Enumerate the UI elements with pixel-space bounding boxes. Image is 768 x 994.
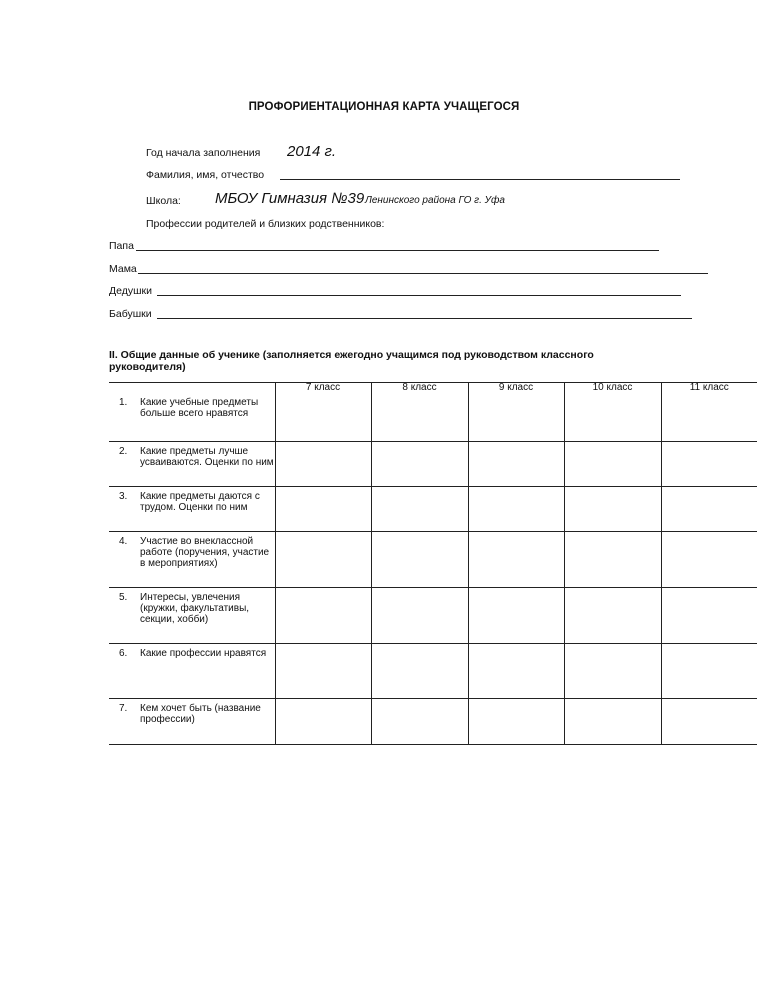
column-header-8: 8 класс	[371, 383, 468, 394]
row-number: 7.	[109, 698, 139, 744]
table-cell[interactable]	[371, 393, 468, 441]
table-cell[interactable]	[564, 698, 661, 744]
table-cell[interactable]	[468, 531, 564, 587]
relative-label-grandmothers: Бабушки	[109, 308, 152, 320]
row-number: 5.	[109, 587, 139, 643]
school-district: Ленинского района ГО г. Уфа	[365, 195, 505, 206]
row-question: Участие во внеклассной работе (поручения, участие в мероприятиях)	[139, 531, 275, 587]
table-cell[interactable]	[468, 698, 564, 744]
table-cell[interactable]	[468, 643, 564, 698]
column-header-11: 11 класс	[661, 383, 757, 394]
row-question: Какие учебные предметы больше всего нравятся	[139, 393, 275, 441]
row-number: 3.	[109, 486, 139, 531]
relative-field-grandfathers[interactable]	[157, 295, 681, 296]
table-cell[interactable]	[661, 643, 757, 698]
relative-label-mother: Мама	[109, 263, 137, 275]
table-cell[interactable]	[275, 587, 371, 643]
year-value[interactable]: 2014 г.	[287, 143, 337, 160]
table-cell[interactable]	[275, 441, 371, 486]
table-cell[interactable]	[468, 587, 564, 643]
column-header-10: 10 класс	[564, 383, 661, 394]
table-cell[interactable]	[468, 486, 564, 531]
school-name[interactable]: МБОУ Гимназия №39	[215, 190, 365, 207]
table-cell[interactable]	[661, 587, 757, 643]
table-cell[interactable]	[661, 531, 757, 587]
table-cell[interactable]	[564, 587, 661, 643]
table-cell[interactable]	[275, 643, 371, 698]
row-question: Какие предметы лучше усваиваются. Оценки по ним	[139, 441, 275, 486]
table-header-row	[109, 383, 757, 394]
table-row	[109, 441, 757, 486]
table-cell[interactable]	[371, 698, 468, 744]
row-question: Какие предметы даются с трудом. Оценки по ним	[139, 486, 275, 531]
parents-heading: Профессии родителей и близких родственников:	[146, 218, 385, 230]
relative-label-grandfathers: Дедушки	[109, 285, 152, 297]
section-heading: II. Общие данные об ученике (заполняется ежегодно учащимся под руководством классного руководителя)	[109, 349, 594, 373]
table-cell[interactable]	[661, 486, 757, 531]
table-cell[interactable]	[371, 643, 468, 698]
table-row	[109, 531, 757, 587]
student-data-table	[109, 382, 757, 745]
year-label: Год начала заполнения	[146, 147, 261, 159]
table-row	[109, 393, 757, 441]
table-cell[interactable]	[275, 486, 371, 531]
table-cell[interactable]	[371, 486, 468, 531]
relative-label-father: Папа	[109, 240, 134, 252]
table-cell[interactable]	[371, 531, 468, 587]
table-cell[interactable]	[275, 393, 371, 441]
table-cell[interactable]	[564, 486, 661, 531]
row-number: 4.	[109, 531, 139, 587]
table-row	[109, 587, 757, 643]
fio-label: Фамилия, имя, отчество	[146, 169, 265, 181]
table-cell[interactable]	[275, 531, 371, 587]
table-row	[109, 698, 757, 744]
table-cell[interactable]	[661, 698, 757, 744]
table-cell[interactable]	[564, 643, 661, 698]
table-cell[interactable]	[564, 393, 661, 441]
table-cell[interactable]	[371, 441, 468, 486]
row-question: Интересы, увлечения (кружки, факультативы, секции, хобби)	[139, 587, 275, 643]
school-label: Школа:	[146, 195, 181, 207]
table-cell[interactable]	[661, 441, 757, 486]
column-header-7: 7 класс	[275, 383, 371, 394]
relative-field-grandmothers[interactable]	[157, 318, 692, 319]
table-row	[109, 486, 757, 531]
page-title: ПРОФОРИЕНТАЦИОННАЯ КАРТА УЧАЩЕГОСЯ	[248, 101, 520, 113]
row-number: 6.	[109, 643, 139, 698]
table-cell[interactable]	[371, 587, 468, 643]
table-cell[interactable]	[564, 441, 661, 486]
relative-field-mother[interactable]	[138, 273, 708, 274]
table-cell[interactable]	[564, 531, 661, 587]
table-cell[interactable]	[275, 698, 371, 744]
relative-field-father[interactable]	[136, 250, 659, 251]
row-number: 1.	[109, 393, 139, 441]
row-question: Какие профессии нравятся	[139, 643, 275, 698]
fio-field-line[interactable]	[280, 179, 680, 180]
header-blank	[109, 383, 275, 394]
table-row	[109, 643, 757, 698]
table-cell[interactable]	[468, 441, 564, 486]
table-cell[interactable]	[661, 393, 757, 441]
row-question: Кем хочет быть (название профессии)	[139, 698, 275, 744]
column-header-9: 9 класс	[468, 383, 564, 394]
table-cell[interactable]	[468, 393, 564, 441]
row-number: 2.	[109, 441, 139, 486]
